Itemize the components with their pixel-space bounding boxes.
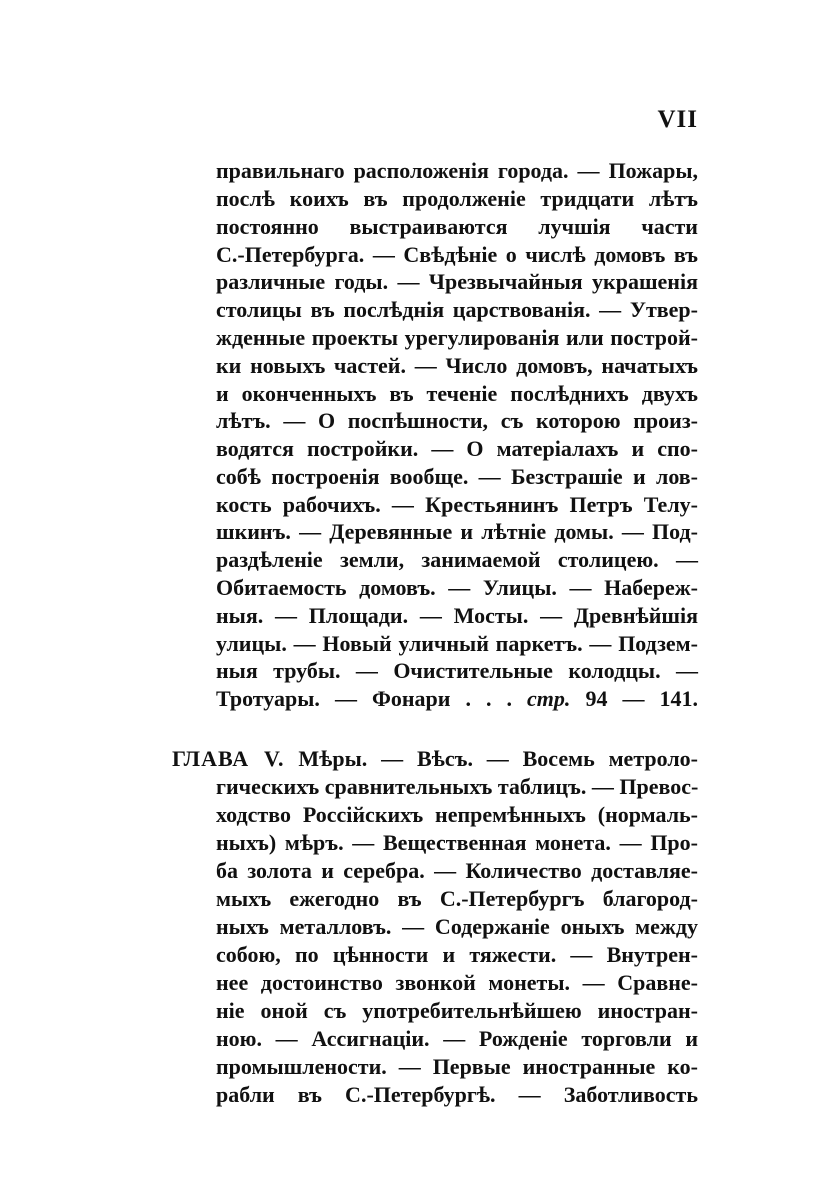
page-number: VII <box>657 106 698 133</box>
text-line: ходство Россійскихъ непремѣнныхъ (нормаль- <box>216 802 698 827</box>
chapter-heading: ГЛАВА V. <box>172 746 285 771</box>
text-line: различные годы. — Чрезвычайныя украшенія <box>216 269 698 294</box>
text-line: постоянно выстраиваются лучшія части <box>216 214 698 239</box>
text-line: мыхъ ежегодно въ С.-Петербургъ благород- <box>216 886 698 911</box>
text-line: собою, по цѣнности и тяжести. — Внутрен- <box>216 942 698 967</box>
text-line: и оконченныхъ въ теченіе послѣднихъ двухъ <box>216 381 698 406</box>
text-line: ныхъ металловъ. — Содержаніе оныхъ между <box>216 914 698 939</box>
text-line: ніе оной съ употребительнѣйшею иностран- <box>216 998 698 1023</box>
text-line: улицы. — Новый уличный паркетъ. — Подзем- <box>216 631 698 656</box>
text-line: С.-Петербурга. — Свѣдѣніе о числѣ домовъ въ <box>216 242 698 267</box>
text-line: ныя. — Площади. — Мосты. — Древнѣйшія <box>216 603 698 628</box>
text-line: шкинъ. — Деревянные и лѣтніе домы. — Под- <box>216 519 698 544</box>
text-line-last <box>216 685 698 713</box>
text-line: ныя трубы. — Очистительные колодцы. — <box>216 658 698 683</box>
text-line: ба золота и серебра. — Количество доставляе- <box>216 858 698 883</box>
text-line: раздѣленіе земли, занимаемой столицею. — <box>216 547 698 572</box>
text-line: ною. — Ассигнаціи. — Рожденіе торговли и <box>216 1026 698 1051</box>
text-line: кость рабочихъ. — Крестьянинъ Петръ Телу- <box>216 492 698 517</box>
text-line: ки новыхъ частей. — Число домовъ, начатыхъ <box>216 353 698 378</box>
text-line: правильнаго расположенія города. — Пожары, <box>216 158 698 183</box>
text-line: собѣ построенія вообще. — Безстрашіе и лов- <box>216 464 698 489</box>
first-line-rest: Мѣры. — Вѣсъ. — Восемь метроло- <box>298 746 699 771</box>
text-line: Обитаемость домовъ. — Улицы. — Набереж- <box>216 575 698 600</box>
text-line: столицы въ послѣднія царствованія. — Утвер- <box>216 297 698 322</box>
text-line: гическихъ сравнительныхъ таблицъ. — Превос- <box>216 774 699 799</box>
text-line: ныхъ) мѣръ. — Вещественная монета. — Про- <box>216 830 698 855</box>
text-line: жденные проекты урегулированія или построй- <box>216 325 698 350</box>
last-line-text: Тротуары. — Фонари . . . <box>216 686 513 711</box>
text-line: послѣ коихъ въ продолженіе тридцати лѣтъ <box>216 186 698 211</box>
text-line: водятся постройки. — О матеріалахъ и спо- <box>216 436 698 461</box>
text-line: рабли въ С.-Петербургѣ. — Заботливость <box>216 1082 698 1107</box>
page-ref-label: стр. <box>527 686 571 711</box>
text-line: лѣтъ. — О поспѣшности, съ которою произ- <box>216 408 698 433</box>
page-ref-range: 94 — 141. <box>585 686 699 711</box>
text-line-first <box>172 745 698 773</box>
text-line: нее достоинство звонкой монеты. — Сравне- <box>216 970 698 995</box>
text-line: промышлености. — Первые иностранные ко- <box>216 1054 698 1079</box>
